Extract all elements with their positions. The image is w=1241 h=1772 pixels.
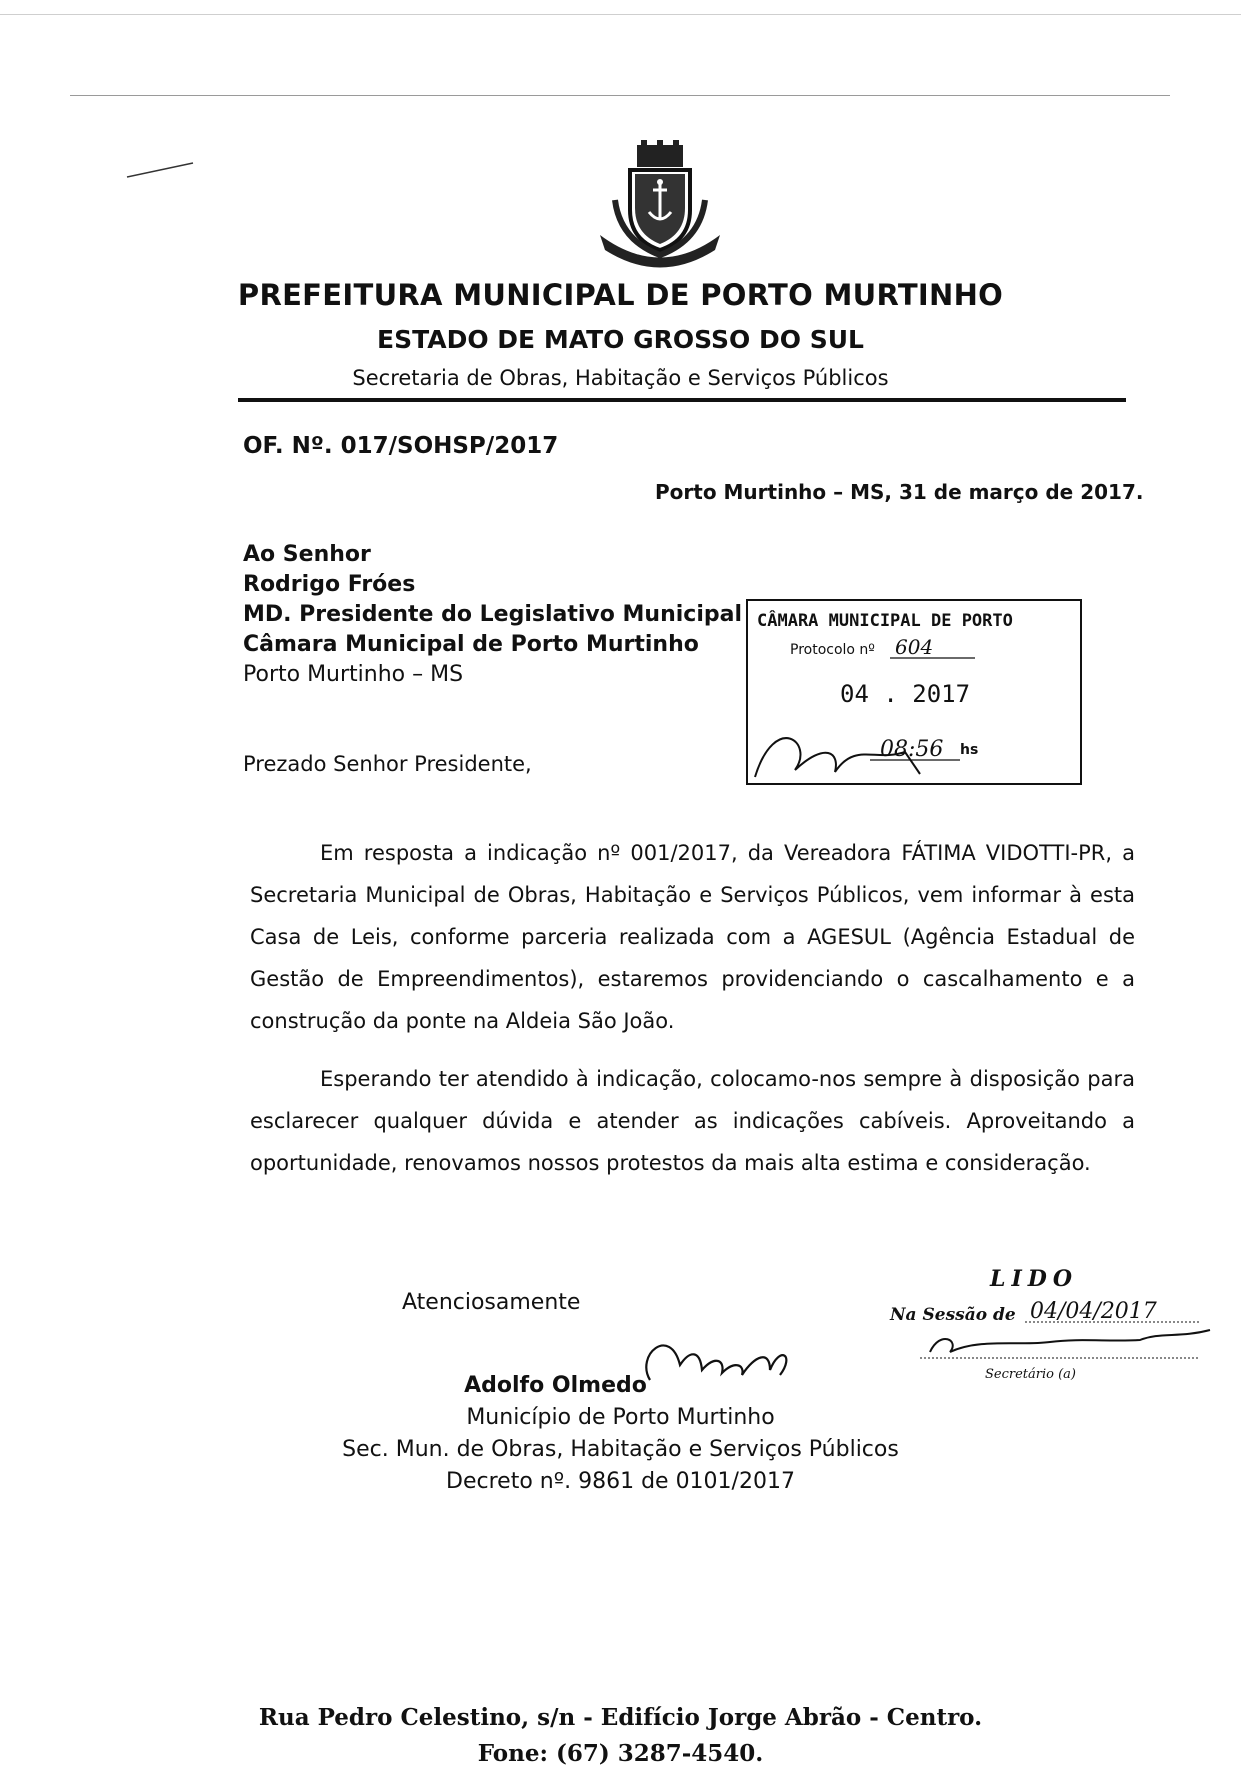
signature-block: [0, 1370, 1241, 1498]
header-divider: [238, 398, 1126, 402]
stamp-protocol-number: 604: [895, 635, 934, 659]
signer-decree: Decreto nº. 9861 de 0101/2017: [446, 1469, 795, 1494]
stamp-date: 04 . 2017: [840, 680, 971, 708]
recipient-city: Porto Murtinho – MS: [243, 662, 464, 687]
greeting: Prezado Senhor Presidente,: [243, 752, 532, 776]
stamp-header: CÂMARA MUNICIPAL DE PORTO: [757, 611, 1013, 631]
stamp-protocol-label: Protocolo nº: [790, 642, 875, 658]
protocol-stamp: [745, 592, 1085, 788]
lido-session-date: 04/04/2017: [1030, 1299, 1157, 1324]
document-date: Porto Murtinho – MS, 31 de março de 2017.: [655, 480, 1144, 504]
recipient-name: Rodrigo Fróes: [243, 572, 416, 597]
document-number: OF. Nº. 017/SOHSP/2017: [243, 433, 559, 459]
page-title: PREFEITURA MUNICIPAL DE PORTO MURTINHO: [237, 278, 1004, 312]
stamp-time: 08:56: [880, 737, 944, 762]
lido-signature: [930, 1330, 1210, 1352]
recipient-block: [243, 540, 742, 690]
scan-top-edge: [0, 14, 1241, 15]
footer-phone: Fone: (67) 3287-4540.: [477, 1740, 764, 1767]
lido-role: Secretário (a): [985, 1367, 1076, 1382]
margin-pen-mark: [125, 155, 195, 185]
department-subtitle: Secretaria de Obras, Habitação e Serviços Públicos: [352, 366, 889, 390]
municipal-crest-icon: [595, 140, 725, 270]
body-paragraph-2: Esperando ter atendido à indicação, colocamo-nos sempre à disposição para esclarecer qualquer dúvida e atender as indicações cabíveis. Aproveitando a oportunidade, renovamos nossos protestos da mais alta estima e consideração.: [250, 1067, 1135, 1175]
lido-title: LIDO: [990, 1266, 1079, 1292]
signer-org: Município de Porto Murtinho: [466, 1405, 775, 1430]
body-paragraph-1: Em resposta a indicação nº 001/2017, da Vereadora FÁTIMA VIDOTTI-PR, a Secretaria Municipal de Obras, Habitação e Serviços Públicos, vem informar à esta Casa de Leis, conforme parceria realizada com a AGESUL (Agência Estadual de Gestão de Empreendimentos), estaremos providenciando o cascalhamento e a construção da ponte na Aldeia São João.: [250, 841, 1135, 1033]
stamp-time-suffix: hs: [960, 742, 979, 758]
state-subtitle: ESTADO DE MATO GROSSO DO SUL: [377, 325, 864, 354]
footer-address: Rua Pedro Celestino, s/n - Edifício Jorge Abrão - Centro.: [258, 1704, 983, 1731]
footer: [0, 1700, 1241, 1772]
signer-dept: Sec. Mun. de Obras, Habitação e Serviços Públicos: [342, 1437, 899, 1462]
lido-session-label: Na Sessão de: [890, 1305, 1016, 1325]
recipient-salutation: Ao Senhor: [243, 542, 371, 567]
closing: Atenciosamente: [402, 1290, 581, 1315]
scan-line: [70, 95, 1170, 96]
recipient-title: MD. Presidente do Legislativo Municipal: [243, 602, 743, 627]
signer-name: Adolfo Olmedo: [464, 1373, 647, 1398]
recipient-org: Câmara Municipal de Porto Murtinho: [243, 632, 699, 657]
